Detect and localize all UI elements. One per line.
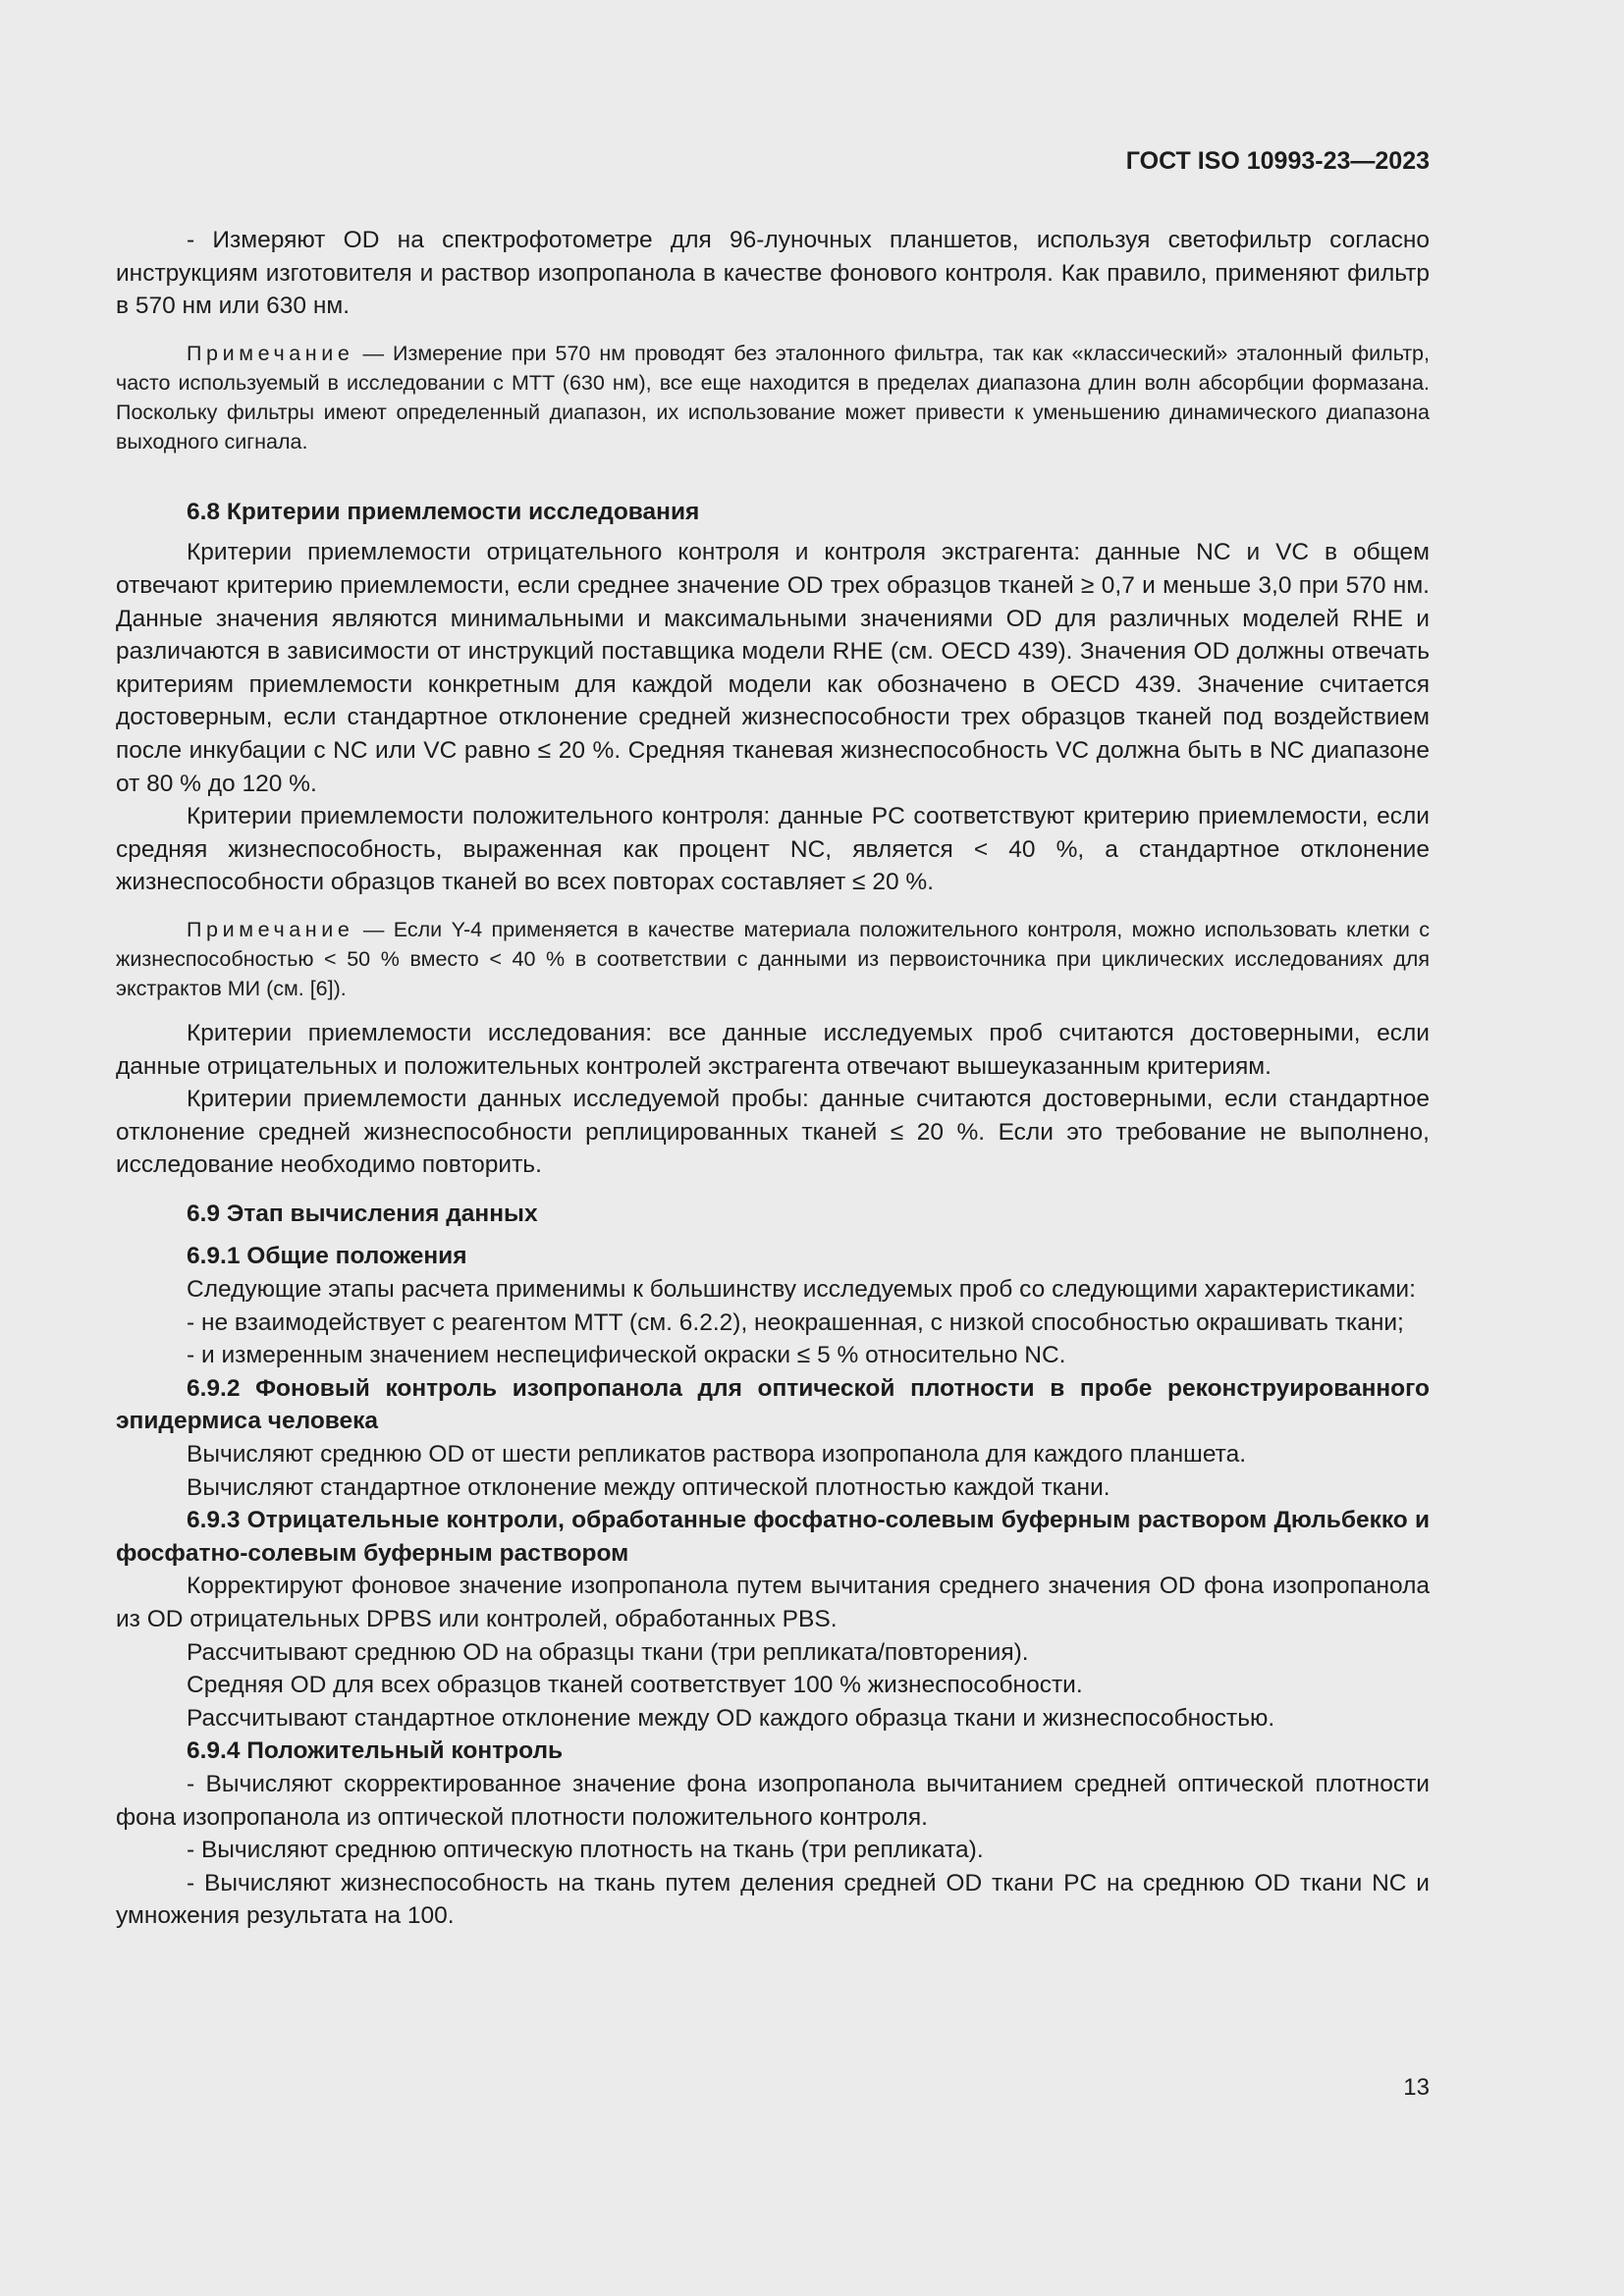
note-paragraph: [116, 915, 1430, 1003]
paragraph: Критерии приемлемости отрицательного контроля и контроля экстрагента: данные NC и VC в общем отвечают критерию приемлемости, если среднее значение OD трех образцов тканей ≥ 0,7 и меньше 3,0 при 570 нм. Данные значения являются минимальными и максимальными значениями OD для различных моделей RHE и различаются в зависимости от инструкций поставщика модели RHE (см. OECD 439). Значения OD должны отвечать критериям приемлемости конкретным для каждой модели как обозначено в OECD 439. Значение считается достоверным, если стандартное отклонение средней жизнеспособности трех образцов тканей под воздействием после инкубации с NC или VC равно ≤ 20 %. Средняя тканевая жизнеспособность VC должна быть в NC диапазоне от 80 % до 120 %.: [116, 539, 1430, 797]
page-number: 13: [1403, 2074, 1430, 2101]
note-label: Примечание: [187, 341, 354, 365]
document-code-header: ГОСТ ISO 10993-23—2023: [1125, 147, 1430, 175]
paragraph: - Измеряют OD на спектрофотометре для 96-луночных планшетов, используя светофильтр согласно инструкциям изготовителя и раствор изопропанола в качестве фонового контроля. Как правило, применяют фильтр в 570 нм или 630 нм.: [116, 227, 1430, 320]
paragraph: Рассчитывают среднюю OD на образцы ткани (три репликата/повторения).: [187, 1638, 1029, 1666]
list-item: - Вычисляют жизнеспособность на ткань путем деления средней OD ткани PC на среднюю OD ткани NC и умножения результата на 100.: [116, 1869, 1430, 1930]
paragraph: Корректируют фоновое значение изопропанола путем вычитания среднего значения OD фона изопропанола из OD отрицательных DPBS или контролей, обработанных PBS.: [116, 1573, 1430, 1632]
subsection-heading-6-9-1: 6.9.1 Общие положения: [187, 1243, 467, 1270]
list-item: - Вычисляют среднюю оптическую плотность на ткань (три репликата).: [187, 1837, 984, 1864]
note-paragraph: [116, 339, 1430, 456]
note-text: — Измерение при 570 нм проводят без эталонного фильтра, так как «классический» эталонный фильтр, часто используемый в исследовании с MTT (630 нм), все еще находится в пределах диапазона длин волн абсорбции формазана. Поскольку фильтры имеют определенный диапазон, их использование может привести к уменьшению динамического диапазона выходного сигнала.: [116, 341, 1430, 454]
note-text: — Если Y-4 применяется в качестве материала положительного контроля, можно использовать клетки с жизнеспособностью < 50 % вместо < 40 % в соответствии с данными из первоисточника при циклических исследованиях для экстрактов МИ (см. [6]).: [116, 917, 1430, 1000]
note-label: Примечание: [187, 917, 354, 941]
list-item: - Вычисляют скорректированное значение фона изопропанола вычитанием средней оптической плотности фона изопропанола из оптической плотности положительного контроля.: [116, 1770, 1430, 1831]
paragraph: Критерии приемлемости исследования: все данные исследуемых проб считаются достоверными, если данные отрицательных и положительных контролей экстрагента отвечают вышеуказанным критериям.: [116, 1019, 1430, 1080]
paragraph: Рассчитывают стандартное отклонение между OD каждого образца ткани и жизнеспособностью.: [187, 1704, 1275, 1732]
subsection-heading-6-9-2: 6.9.2 Фоновый контроль изопропанола для оптической плотности в пробе реконструированного эпидермиса человека: [116, 1374, 1430, 1435]
document-body: [116, 224, 1430, 1933]
paragraph: Критерии приемлемости положительного контроля: данные PC соответствуют критерию приемлемости, если средняя жизнеспособность, выраженная как процент NC, является < 40 %, а стандартное отклонение жизнеспособности образцов тканей во всех повторах составляет ≤ 20 %.: [116, 803, 1430, 896]
paragraph: Вычисляют среднюю OD от шести репликатов раствора изопропанола для каждого планшета.: [187, 1441, 1247, 1468]
subsection-heading-6-9-3: 6.9.3 Отрицательные контроли, обработанные фосфатно-солевым буферным раствором Дюльбекко и фосфатно-солевым буферным раствором: [116, 1507, 1430, 1567]
list-item: - и измеренным значением неспецифической окраски ≤ 5 % относительно NC.: [187, 1342, 1066, 1369]
subsection-heading-6-9-4: 6.9.4 Положительный контроль: [187, 1737, 564, 1765]
paragraph: Критерии приемлемости данных исследуемой пробы: данные считаются достоверными, если стандартное отклонение средней жизнеспособности реплицированных тканей ≤ 20 %. Если это требование не выполнено, исследование необходимо повторить.: [116, 1086, 1430, 1179]
list-item: - не взаимодействует с реагентом MTT (см. 6.2.2), неокрашенная, с низкой способностью окрашивать ткани;: [187, 1308, 1404, 1336]
paragraph: Вычисляют стандартное отклонение между оптической плотностью каждой ткани.: [187, 1473, 1110, 1501]
paragraph: Средняя OD для всех образцов тканей соответствует 100 % жизнеспособности.: [187, 1672, 1083, 1699]
section-heading-6-9: 6.9 Этап вычисления данных: [187, 1200, 538, 1227]
section-heading-6-8: 6.8 Критерии приемлемости исследования: [187, 498, 700, 525]
paragraph: Следующие этапы расчета применимы к большинству исследуемых проб со следующими характеристиками:: [187, 1276, 1416, 1304]
